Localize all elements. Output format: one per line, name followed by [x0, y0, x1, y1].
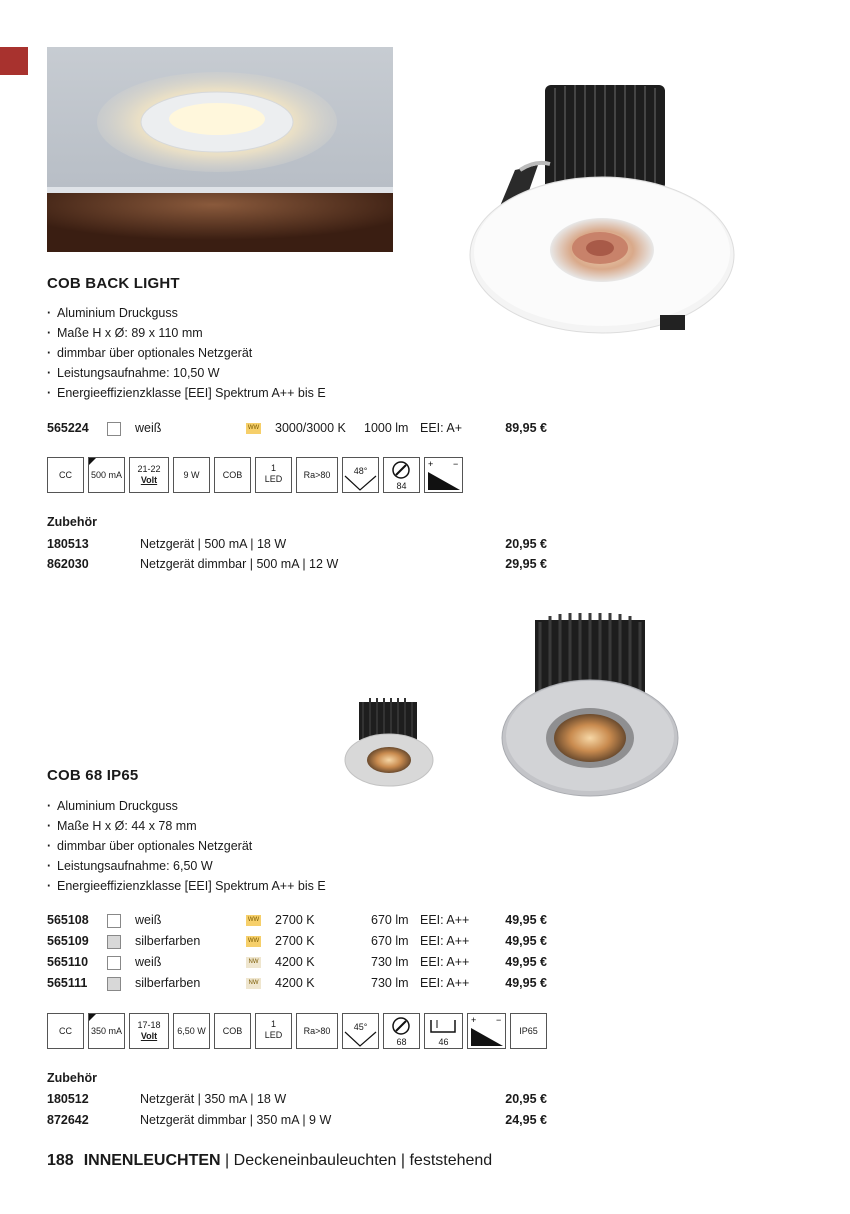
variant-row	[47, 418, 547, 439]
luminous-flux: 1000 lm	[364, 421, 409, 435]
cob-icon: COB	[214, 1013, 251, 1049]
accessory-row	[47, 1110, 547, 1130]
accessory-row	[47, 534, 547, 554]
color-rendering-icon: Ra>80	[296, 1013, 338, 1049]
feature-item: · Leistungsaufnahme: 6,50 W	[47, 856, 427, 876]
color-name: silberfarben	[135, 934, 201, 948]
price: 89,95 €	[505, 421, 547, 435]
feature-item: · Leistungsaufnahme: 10,50 W	[47, 363, 427, 383]
color-temperature: 2700 K	[275, 913, 315, 927]
energy-class: EEI: A++	[420, 934, 470, 948]
article-number: 862030	[47, 557, 89, 571]
energy-class: EEI: A++	[420, 955, 470, 969]
article-number: 180512	[47, 1092, 89, 1106]
luminous-flux: 670 lm	[371, 934, 409, 948]
energy-class: EEI: A++	[420, 976, 470, 990]
color-temperature: 4200 K	[275, 976, 315, 990]
footer-category: INNENLEUCHTEN	[83, 1152, 221, 1169]
price: 49,95 €	[505, 955, 547, 969]
feature-item: · Energieeffizienzklasse [EEI] Spektrum A++ bis E	[47, 383, 427, 403]
neutral-white-badge: NW	[246, 957, 261, 968]
color-swatch-silver	[107, 977, 121, 991]
article-number: 565109	[47, 934, 89, 948]
color-name: weiß	[135, 913, 162, 927]
tilt-icon: 84	[383, 457, 420, 493]
feature-item: · Energieeffizienzklasse [EEI] Spektrum A++ bis E	[47, 876, 427, 896]
tilt-icon: 68	[383, 1013, 420, 1049]
feature-list-cob-back-light	[47, 303, 427, 403]
warm-white-badge: WW	[246, 915, 261, 926]
article-number: 872642	[47, 1113, 89, 1127]
wattage-icon: 9 W	[173, 457, 210, 493]
accessories-heading: Zubehör	[47, 515, 97, 529]
ceiling-installation-photo	[47, 47, 393, 252]
accessory-row	[47, 554, 547, 574]
warm-white-badge: WW	[246, 423, 261, 434]
article-number: 565108	[47, 913, 89, 927]
svg-text:+: +	[471, 1015, 477, 1025]
article-number: 180513	[47, 537, 89, 551]
variant-row	[47, 910, 547, 931]
accessory-row	[47, 1089, 547, 1109]
ip-rating-icon: IP65	[510, 1013, 547, 1049]
feature-item: · Maße H x Ø: 44 x 78 mm	[47, 816, 427, 836]
warm-white-badge: WW	[246, 936, 261, 947]
price: 20,95 €	[505, 1092, 547, 1106]
cob-icon: COB	[214, 457, 251, 493]
beam-angle-icon: 45°	[342, 1013, 379, 1049]
feature-item: · Maße H x Ø: 89 x 110 mm	[47, 323, 427, 343]
specification-icons	[47, 1013, 547, 1051]
footer-subcategory: | Deckeneinbauleuchten | feststehend	[220, 1152, 493, 1169]
luminous-flux: 730 lm	[371, 976, 409, 990]
article-number: 565111	[47, 976, 88, 990]
neutral-white-badge: NW	[246, 978, 261, 989]
section-marker-tab	[0, 47, 28, 75]
variant-row	[47, 973, 547, 994]
feature-item: · dimmbar über optionales Netzgerät	[47, 836, 427, 856]
svg-text:−: −	[453, 459, 459, 469]
led-count-icon: 1 LED	[255, 1013, 292, 1049]
variant-row	[47, 952, 547, 973]
accessories-heading: Zubehör	[47, 1071, 97, 1085]
luminous-flux: 730 lm	[371, 955, 409, 969]
color-name: weiß	[135, 955, 162, 969]
feature-item: · Aluminium Druckguss	[47, 303, 427, 323]
voltage-icon: 17-18 Volt	[129, 1013, 169, 1049]
article-number: 565110	[47, 955, 89, 969]
price: 49,95 €	[505, 913, 547, 927]
dimmable-icon	[467, 1013, 506, 1049]
current-icon: 500 mA	[88, 457, 125, 493]
svg-text:−: −	[496, 1015, 502, 1025]
price: 29,95 €	[505, 557, 547, 571]
installation-depth-icon: 46	[424, 1013, 463, 1049]
accessory-description: Netzgerät | 350 mA | 18 W	[140, 1092, 287, 1106]
beam-angle-icon: 48°	[342, 457, 379, 493]
luminous-flux: 670 lm	[371, 913, 409, 927]
dimmable-icon	[424, 457, 463, 493]
feature-item: · Aluminium Druckguss	[47, 796, 427, 816]
energy-class: EEI: A+	[420, 421, 463, 435]
wattage-icon: 6,50 W	[173, 1013, 210, 1049]
constant-current-icon: CC	[47, 457, 84, 493]
constant-current-icon: CC	[47, 1013, 84, 1049]
color-swatch-white	[107, 956, 121, 970]
color-swatch-silver	[107, 935, 121, 949]
price: 49,95 €	[505, 934, 547, 948]
color-name: weiß	[135, 421, 162, 435]
cob-68-ip65-product-photo	[335, 610, 705, 820]
accessory-description: Netzgerät | 500 mA | 18 W	[140, 537, 287, 551]
color-temperature: 2700 K	[275, 934, 315, 948]
price: 24,95 €	[505, 1113, 547, 1127]
color-swatch-white	[107, 422, 121, 436]
cob-back-light-product-photo	[460, 80, 750, 340]
color-temperature: 4200 K	[275, 955, 315, 969]
article-number: 565224	[47, 421, 89, 435]
specification-icons	[47, 457, 467, 495]
energy-class: EEI: A++	[420, 913, 470, 927]
led-count-icon: 1 LED	[255, 457, 292, 493]
svg-text:+: +	[428, 459, 434, 469]
product-title-cob-68-ip65: COB 68 IP65	[47, 767, 139, 784]
feature-list-cob-68-ip65	[47, 796, 427, 896]
product-title-cob-back-light: COB BACK LIGHT	[47, 275, 180, 292]
page-footer	[47, 1152, 492, 1170]
accessory-description: Netzgerät dimmbar | 500 mA | 12 W	[140, 557, 339, 571]
color-temperature: 3000/3000 K	[275, 421, 346, 435]
color-name: silberfarben	[135, 976, 201, 990]
voltage-icon: 21-22 Volt	[129, 457, 169, 493]
price: 20,95 €	[505, 537, 547, 551]
variant-row	[47, 931, 547, 952]
accessory-description: Netzgerät dimmbar | 350 mA | 9 W	[140, 1113, 332, 1127]
price: 49,95 €	[505, 976, 547, 990]
current-icon: 350 mA	[88, 1013, 125, 1049]
feature-item: · dimmbar über optionales Netzgerät	[47, 343, 427, 363]
color-rendering-icon: Ra>80	[296, 457, 338, 493]
page-number: 188	[47, 1152, 74, 1169]
color-swatch-white	[107, 914, 121, 928]
